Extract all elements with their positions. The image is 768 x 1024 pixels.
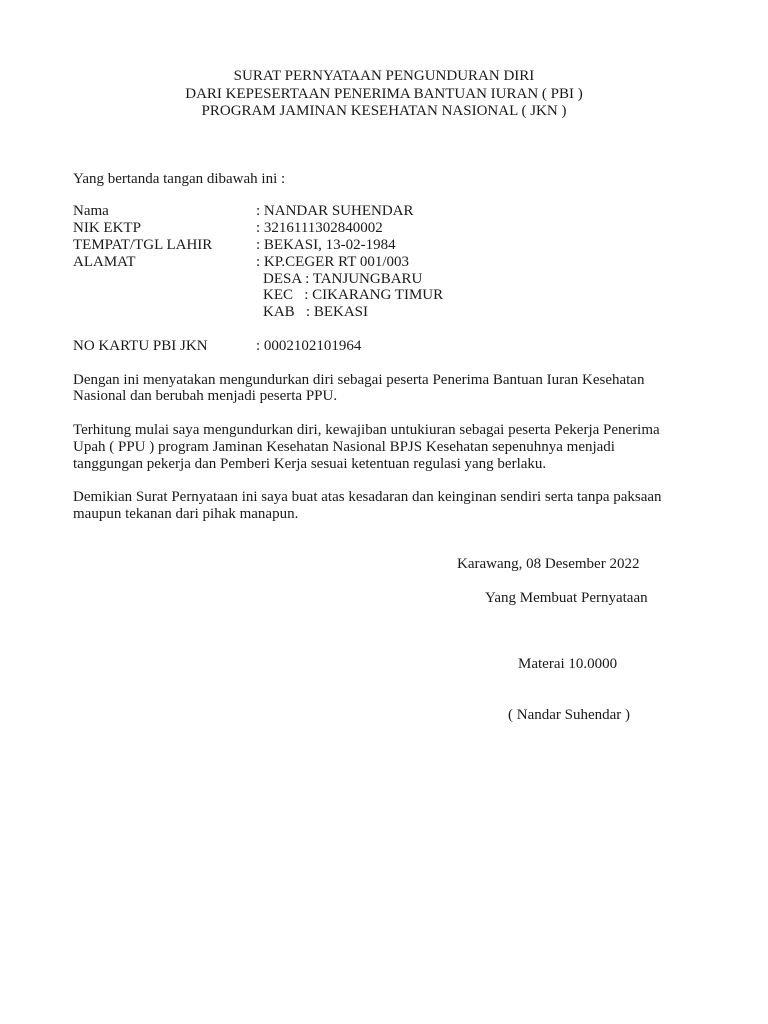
field-value-nik: : 3216111302840002 — [256, 220, 383, 236]
title-line-3: PROGRAM JAMINAN KESEHATAN NASIONAL ( JKN ) — [201, 103, 567, 119]
signature-maker: Yang Membuat Pernyataan — [485, 590, 648, 606]
title-line-2: DARI KEPESERTAAN PENERIMA BANTUAN IURAN ( PBI ) — [185, 86, 583, 102]
field-value-alamat: : KP.CEGER RT 001/003 — [256, 254, 410, 270]
place-date: Karawang, 08 Desember 2022 — [457, 556, 640, 572]
signatory-name: ( Nandar Suhendar ) — [508, 707, 631, 723]
field-value-nama: : NANDAR SUHENDAR — [256, 203, 414, 219]
paragraph-3-line-2: maupun tekanan dari pihak manapun. — [73, 506, 299, 522]
field-label-nik: NIK EKTP — [73, 220, 141, 236]
field-label-ttl: TEMPAT/TGL LAHIR — [73, 237, 213, 253]
intro-text: Yang bertanda tangan dibawah ini : — [73, 171, 286, 187]
field-label-nama: Nama — [73, 203, 109, 219]
paragraph-1-line-1: Dengan ini menyatakan mengundurkan diri sebagai peserta Penerima Bantuan Iuran Kesehatan — [73, 372, 645, 388]
field-label-alamat: ALAMAT — [73, 254, 136, 270]
address-desa: DESA : TANJUNGBARU — [263, 271, 423, 287]
materai-label: Materai 10.0000 — [518, 656, 618, 672]
title-line-1: SURAT PERNYATAAN PENGUNDURAN DIRI — [233, 68, 535, 84]
card-value: : 0002102101964 — [256, 338, 362, 354]
address-kec: KEC : CIKARANG TIMUR — [263, 287, 444, 303]
paragraph-3-line-1: Demikian Surat Pernyataan ini saya buat atas kesadaran dan keinginan sendiri serta tanpa paksaan — [73, 489, 662, 505]
paragraph-1-line-2: Nasional dan berubah menjadi peserta PPU. — [73, 388, 338, 404]
paragraph-2-line-2: Upah ( PPU ) program Jaminan Kesehatan Nasional BPJS Kesehatan sepenuhnya menjadi — [73, 439, 615, 455]
paragraph-2-line-1: Terhitung mulai saya mengundurkan diri, kewajiban untukiuran sebagai peserta Pekerja Penerima — [73, 422, 660, 438]
field-value-ttl: : BEKASI, 13-02-1984 — [256, 237, 396, 253]
paragraph-2-line-3: tanggungan pekerja dan Pemberi Kerja sesuai ketentuan regulasi yang berlaku. — [73, 456, 547, 472]
address-kab: KAB : BEKASI — [263, 304, 369, 320]
card-label: NO KARTU PBI JKN — [73, 338, 208, 354]
